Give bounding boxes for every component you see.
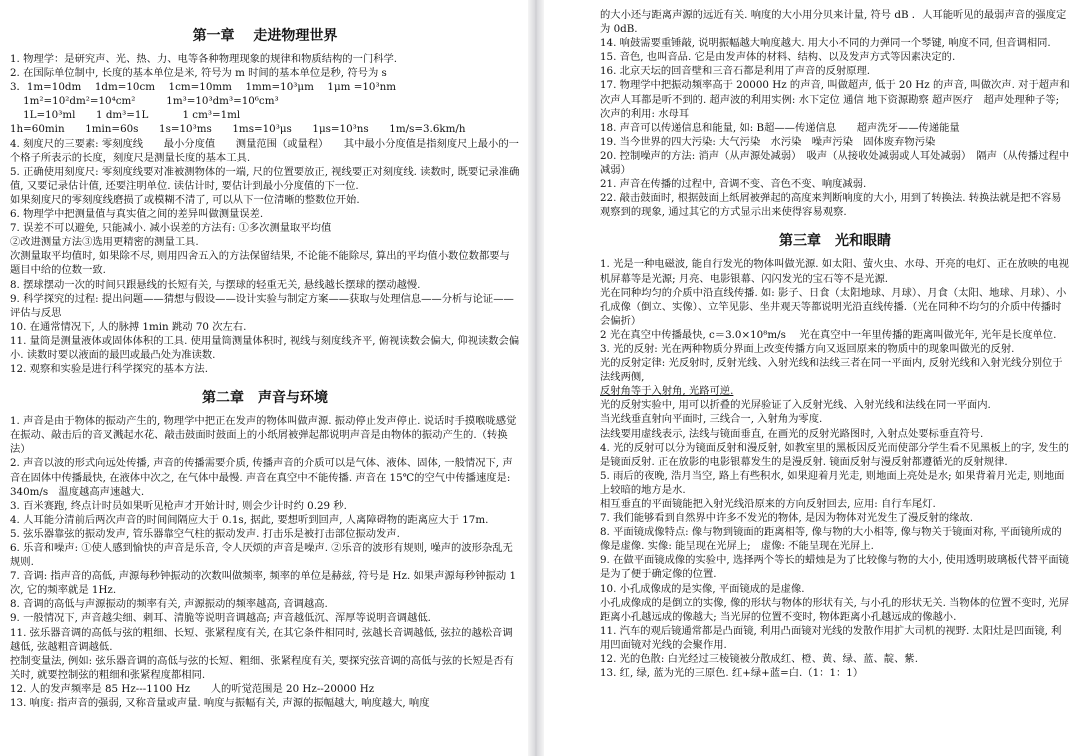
paragraph: 8. 摆球摆动一次的时间只跟悬线的长短有关, 与摆球的轻重无关, 悬线越长摆球的摆动越慢. bbox=[10, 278, 421, 291]
paragraph: 5. 弦乐器靠弦的振动发声, 管乐器靠空气柱的振动发声. 打击乐是被打击部位振动发声. bbox=[10, 527, 400, 540]
paragraph: 6. 物理学中把测量值与真实值之间的差异叫做测量误差. bbox=[10, 208, 264, 221]
page-gutter bbox=[528, 0, 544, 756]
paragraph: 15. 音色, 也叫音品. 它是由发声体的材料、结构、以及发声方式等因素决定的. bbox=[600, 51, 956, 64]
paragraph: 小孔成像成的是倒立的实像, 像的形状与物体的形状有关, 与小孔的形状无关. 当物体的位置不变时, 光屏距离小孔越远成的像越大; 当光屏的位置不变时, 物体距离小孔越远成的像越小. bbox=[600, 596, 1069, 623]
paragraph: 光的反射实验中, 用可以折叠的光屏验证了入反射光线、入射光线和法线在同一平面内. bbox=[600, 399, 991, 412]
paragraph: 2. 声音以波的形式向远处传播, 声音的传播需要介质, 传播声音的介质可以是气体、液体、固体, 一般情况下, 声音在固体中传播最快, 在液体中次之, 在气体中最慢. 声音在真空中不能传播. 声音在 15℃的空气中传播速度是: 340m/s 温度越高声速越大. bbox=[10, 457, 514, 498]
chapter-2-continued bbox=[600, 8, 1070, 219]
paragraph: 光在同种均匀的介质中沿直线传播. 如: 影子、日食（太阳地球、月球）、月食（太阳、地球、月球）、小孔成像（倒立、实像）、立竿见影、坐井观天等都说明光沿直线传播.（光在同种不均匀的介质中传播时会偏折） bbox=[600, 286, 1067, 327]
paragraph: 16. 北京天坛的回音壁和三音石都是利用了声音的反射原理. bbox=[600, 65, 871, 78]
paragraph: 22. 敲击鼓面时, 根据鼓面上纸屑被弹起的高度来判断响度的大小, 用到了转换法. 转换法就是把不容易观察到的现象, 通过其它的方式显示出来使得容易观察. bbox=[600, 192, 1062, 219]
paragraph: 6. 乐音和噪声: ①使人感到愉快的声音是乐音, 令人厌烦的声音是噪声. ②乐音的波形有规则, 噪声的波形杂乱无规则. bbox=[10, 542, 513, 569]
paragraph: 11. 量筒是测量液体或固体体积的工具. 使用量筒测量体积时, 视线与刻度线齐平, 俯视读数会偏大, 仰视读数会偏小. 读数时要以液面的最凹或最凸处为准读数. bbox=[10, 334, 520, 361]
paragraph: 5. 正确使用刻度尺: 零刻度线要对准被测物体的一端, 尺的位置要放正, 视线要正对刻度线. 读数时, 既要记录准确值, 又要记录估计值, 还要注明单位. 读估计时, 要估计到最小分度值的下一位. bbox=[10, 165, 520, 192]
paragraph: 18. 声音可以传递信息和能量, 如: B超——传递信息 超声洗牙——传递能量 bbox=[600, 121, 960, 134]
paragraph: 1L=10³ml 1 dm³=1L 1 cm³=1ml bbox=[10, 109, 241, 122]
paragraph: 12. 人的发声频率是 85 Hz---1100 Hz 人的听觉范围是 20 Hz--20000 Hz bbox=[10, 682, 375, 695]
paragraph: 20. 控制噪声的方法: 消声（从声源处减弱） 吸声（从接收处减弱或人耳处减弱） 隔声（从传播过程中减弱） bbox=[600, 149, 1070, 177]
paragraph: 17. 物理学中把振动频率高于 20000 Hz 的声音, 叫做超声, 低于 20 Hz 的声音, 叫做次声. 对于超声和次声人耳都是听不到的. 超声波的利用实例: 水下定位 通信 地下资源勘察 超声医疗 超声处理种子等; 次声的利用: 水母耳 bbox=[600, 79, 1070, 120]
paragraph: 12. 光的色散: 白光经过三棱镜被分散成红、橙、黄、绿、蓝、靛、紫. bbox=[600, 653, 918, 666]
paragraph: ②改进测量方法③选用更精密的测量工具. bbox=[10, 236, 199, 249]
paragraph: 7. 音调: 指声音的高低, 声源每秒钟振动的次数叫做频率, 频率的单位是赫兹, 符号是 Hz. 如果声源每秒钟振动 1 次, 它的频率就是 1Hz. bbox=[10, 570, 520, 597]
paragraph: 当光线垂直射向平面时, 三线合一, 入射角为零度. bbox=[600, 413, 823, 426]
paragraph: 1. 物理学：是研究声、光、热、力、电等各种物理现象的规律和物质结构的一门科学. bbox=[10, 53, 398, 65]
paragraph: 19. 当今世界的四大污染: 大气污染 水污染 噪声污染 固体废弃物污染 bbox=[600, 135, 936, 148]
paragraph: 4. 光的反射可以分为镜面反射和漫反射, 如教室里的黑板因反光而使部分学生看不见黑板上的字, 发生的是镜面反射. 正在放影的电影银幕发生的是漫反射. 镜面反射与漫反射都遵循光的反射规律. bbox=[600, 441, 1069, 468]
paragraph: 7. 误差不可以避免, 只能减小. 减小误差的方法有: ①多次测量取平均值 bbox=[10, 222, 332, 235]
paragraph: 控制变量法, 例如: 弦乐器音调的高低与弦的长短、粗细、张紧程度有关, 要探究弦音调的高低与弦的长短是否有关时, 就要控制弦的粗细和张紧程度都相同. bbox=[10, 654, 514, 681]
paragraph: 法线要用虚线表示, 法线与镜面垂直, 在画光的反射光路图时, 入射点处要标垂直符号. bbox=[600, 427, 984, 440]
chapter-3-body-b bbox=[600, 398, 1070, 680]
chapter-1-title: 第一章 走进物理世界 bbox=[192, 28, 338, 44]
paragraph: 10. 在通常情况下, 人的脉搏 1min 跳动 70 次左右. bbox=[10, 320, 247, 333]
paragraph: 11. 汽车的观后镜通常都是凸面镜, 利用凸面镜对光线的发散作用扩大司机的视野. 太阳灶是凹面镜, 利用凹面镜对光线的会聚作用. bbox=[600, 624, 1062, 651]
paragraph: 1. 声音是由于物体的振动产生的, 物理学中把正在发声的物体叫做声源. 振动停止发声停止. 说话时手摸喉咙感觉在振动、敲击后的音叉溅起水花、敲击鼓面时鼓面上的小纸屑被弹起都说明声音是由物体的振动产生的.（转换法） bbox=[10, 415, 517, 456]
chapter-3-body-a bbox=[600, 257, 1070, 384]
paragraph: 9. 在做平面镜成像的实验中, 选择两个等长的蜡烛是为了比较像与物的大小, 使用透明玻璃板代替平面镜是为了便于确定像的位置. bbox=[600, 554, 1069, 581]
paragraph: 1m²=10²dm²=10⁴cm² 1m³=10³dm³=10⁶cm³ bbox=[10, 95, 279, 108]
paragraph: 12. 观察和实验是进行科学探究的基本方法. bbox=[10, 363, 208, 376]
paragraph: 7. 我们能够看到自然界中许多不发光的物体, 是因为物体对光发生了漫反射的缘故. bbox=[600, 512, 974, 525]
paragraph: 3. 光的反射: 光在两种物质分界面上改变传播方向又返回原来的物质中的现象叫做光的反射. bbox=[600, 342, 1015, 355]
paragraph: 4. 人耳能分清前后两次声音的时间间隔应大于 0.1s, 据此, 要想听到回声, 人离障碍物的距离应大于 17m. bbox=[10, 513, 489, 526]
paragraph: 如果刻度尺的零刻度线磨损了或模糊不清了, 可以从下一位清晰的整数位开始. bbox=[10, 193, 360, 206]
underlined-text: 反射角等于入射角, 光路可逆. bbox=[600, 385, 734, 398]
paragraph: 14. 响鼓需要重锤敲, 说明振幅越大响度越大. 用大小不同的力弹同一个琴键, 响度不同, 但音调相同. bbox=[600, 37, 1051, 50]
paragraph: 10. 小孔成像成的是实像, 平面镜成的是虚像. bbox=[600, 582, 805, 595]
paragraph: 9. 一般情况下, 声音越尖细、刺耳、清脆等说明音调越高; 声音越低沉、浑厚等说明音调越低. bbox=[10, 612, 431, 625]
paragraph: 21. 声音在传播的过程中, 音调不变、音色不变、响度减弱. bbox=[600, 178, 867, 191]
paragraph: 的大小还与距离声源的远近有关. 响度的大小用分贝来计量, 符号 dB ．人耳能听见的最弱声音的强度定为 0dB. bbox=[600, 9, 1067, 36]
chapter-1-body bbox=[10, 52, 520, 376]
paragraph: 光的反射定律: 光反射时, 反射光线、入射光线和法线三者在同一平面内, 反射光线和入射光线分别位于法线两侧, bbox=[600, 357, 1063, 384]
paragraph: 8. 音调的高低与声源振动的频率有关, 声源振动的频率越高, 音调越高. bbox=[10, 598, 328, 611]
chapter-2-body bbox=[10, 414, 520, 710]
paragraph: 9. 科学探究的过程: 提出问题——猜想与假设——设计实验与制定方案——获取与处理信息——分析与论证——评估与反思 bbox=[10, 292, 514, 319]
paragraph: 3. 百米赛跑, 终点计时员如果听见枪声才开始计时, 则会少计时约 0.29 秒. bbox=[10, 499, 347, 512]
paragraph: 11. 弦乐器音调的高低与弦的粗细、长短、张紧程度有关, 在其它条件相同时, 弦越长音调越低, 弦拉的越松音调越低, 弦越粗音调越低. bbox=[10, 626, 513, 653]
paragraph: 次测量取平均值时, 如果除不尽, 则用四舍五入的方法保留结果, 不论能不能除尽, 算出的平均值小数位数都要与题目中给的位数一致. bbox=[10, 250, 510, 277]
paragraph: 1h=60min 1min=60s 1s=10³ms 1ms=10³μs 1μs=10³ns 1m/s=3.6km/h bbox=[10, 123, 466, 136]
paragraph: 1. 光是一种电磁波, 能自行发光的物体叫做光源. 如太阳、萤火虫、水母、开亮的电灯、正在放映的电视机屏幕等是光源; 月亮、电影银幕、闪闪发光的宝石等不是光源. bbox=[600, 258, 1069, 285]
chapter-3-title: 第三章 光和眼睛 bbox=[779, 233, 891, 250]
paragraph: 2 光在真空中传播最快, c＝3.0×10⁸m/s 光在真空中一年里传播的距离叫做光年, 光年是长度单位. bbox=[600, 328, 1057, 341]
paragraph: 相互垂直的平面镜能把入射光线沿原来的方向反射回去, 应用: 自行车尾灯. bbox=[600, 498, 936, 510]
paragraph: 4. 刻度尺的三要素: 零刻度线 最小分度值 测量范围（或量程） 其中最小分度值是指刻度尺上最小的一个格子所表示的长度，刻度尺是测量长度的基本工具. bbox=[10, 137, 519, 164]
paragraph: 3．1m=10dm 1dm=10cm 1cm=10mm 1mm=10³μm 1μm =10³nm bbox=[10, 81, 396, 94]
paragraph: 5. 雨后的夜晚, 浩月当空, 路上有些积水, 如果迎着月光走, 则地面上亮处是水; 如果背着月光走, 则地面上较暗的地方是水. bbox=[600, 469, 1065, 496]
paragraph: 2. 在国际单位制中, 长度的基本单位是米, 符号为 m 时间的基本单位是秒, 符号为 s bbox=[10, 67, 387, 80]
left-page bbox=[0, 0, 528, 756]
right-page bbox=[544, 0, 1080, 756]
chapter-2-title: 第二章 声音与环境 bbox=[202, 390, 328, 407]
reflection-law-emphasis bbox=[600, 384, 1070, 398]
paragraph: 13. 红, 绿, 蓝为光的三原色. 红+绿+蓝=白.（1：1：1） bbox=[600, 667, 864, 680]
paragraph: 13. 响度: 指声音的强弱, 又称音量或声量. 响度与振幅有关, 声源的振幅越大, 响度越大, 响度 bbox=[10, 697, 430, 710]
paragraph: 8. 平面镜成像特点: 像与物到镜面的距离相等, 像与物的大小相等, 像与物关于镜面对称, 平面镜所成的像是虚像. 实像: 能呈现在光屏上; 虚像: 不能呈现在光屏上. bbox=[600, 526, 1062, 553]
